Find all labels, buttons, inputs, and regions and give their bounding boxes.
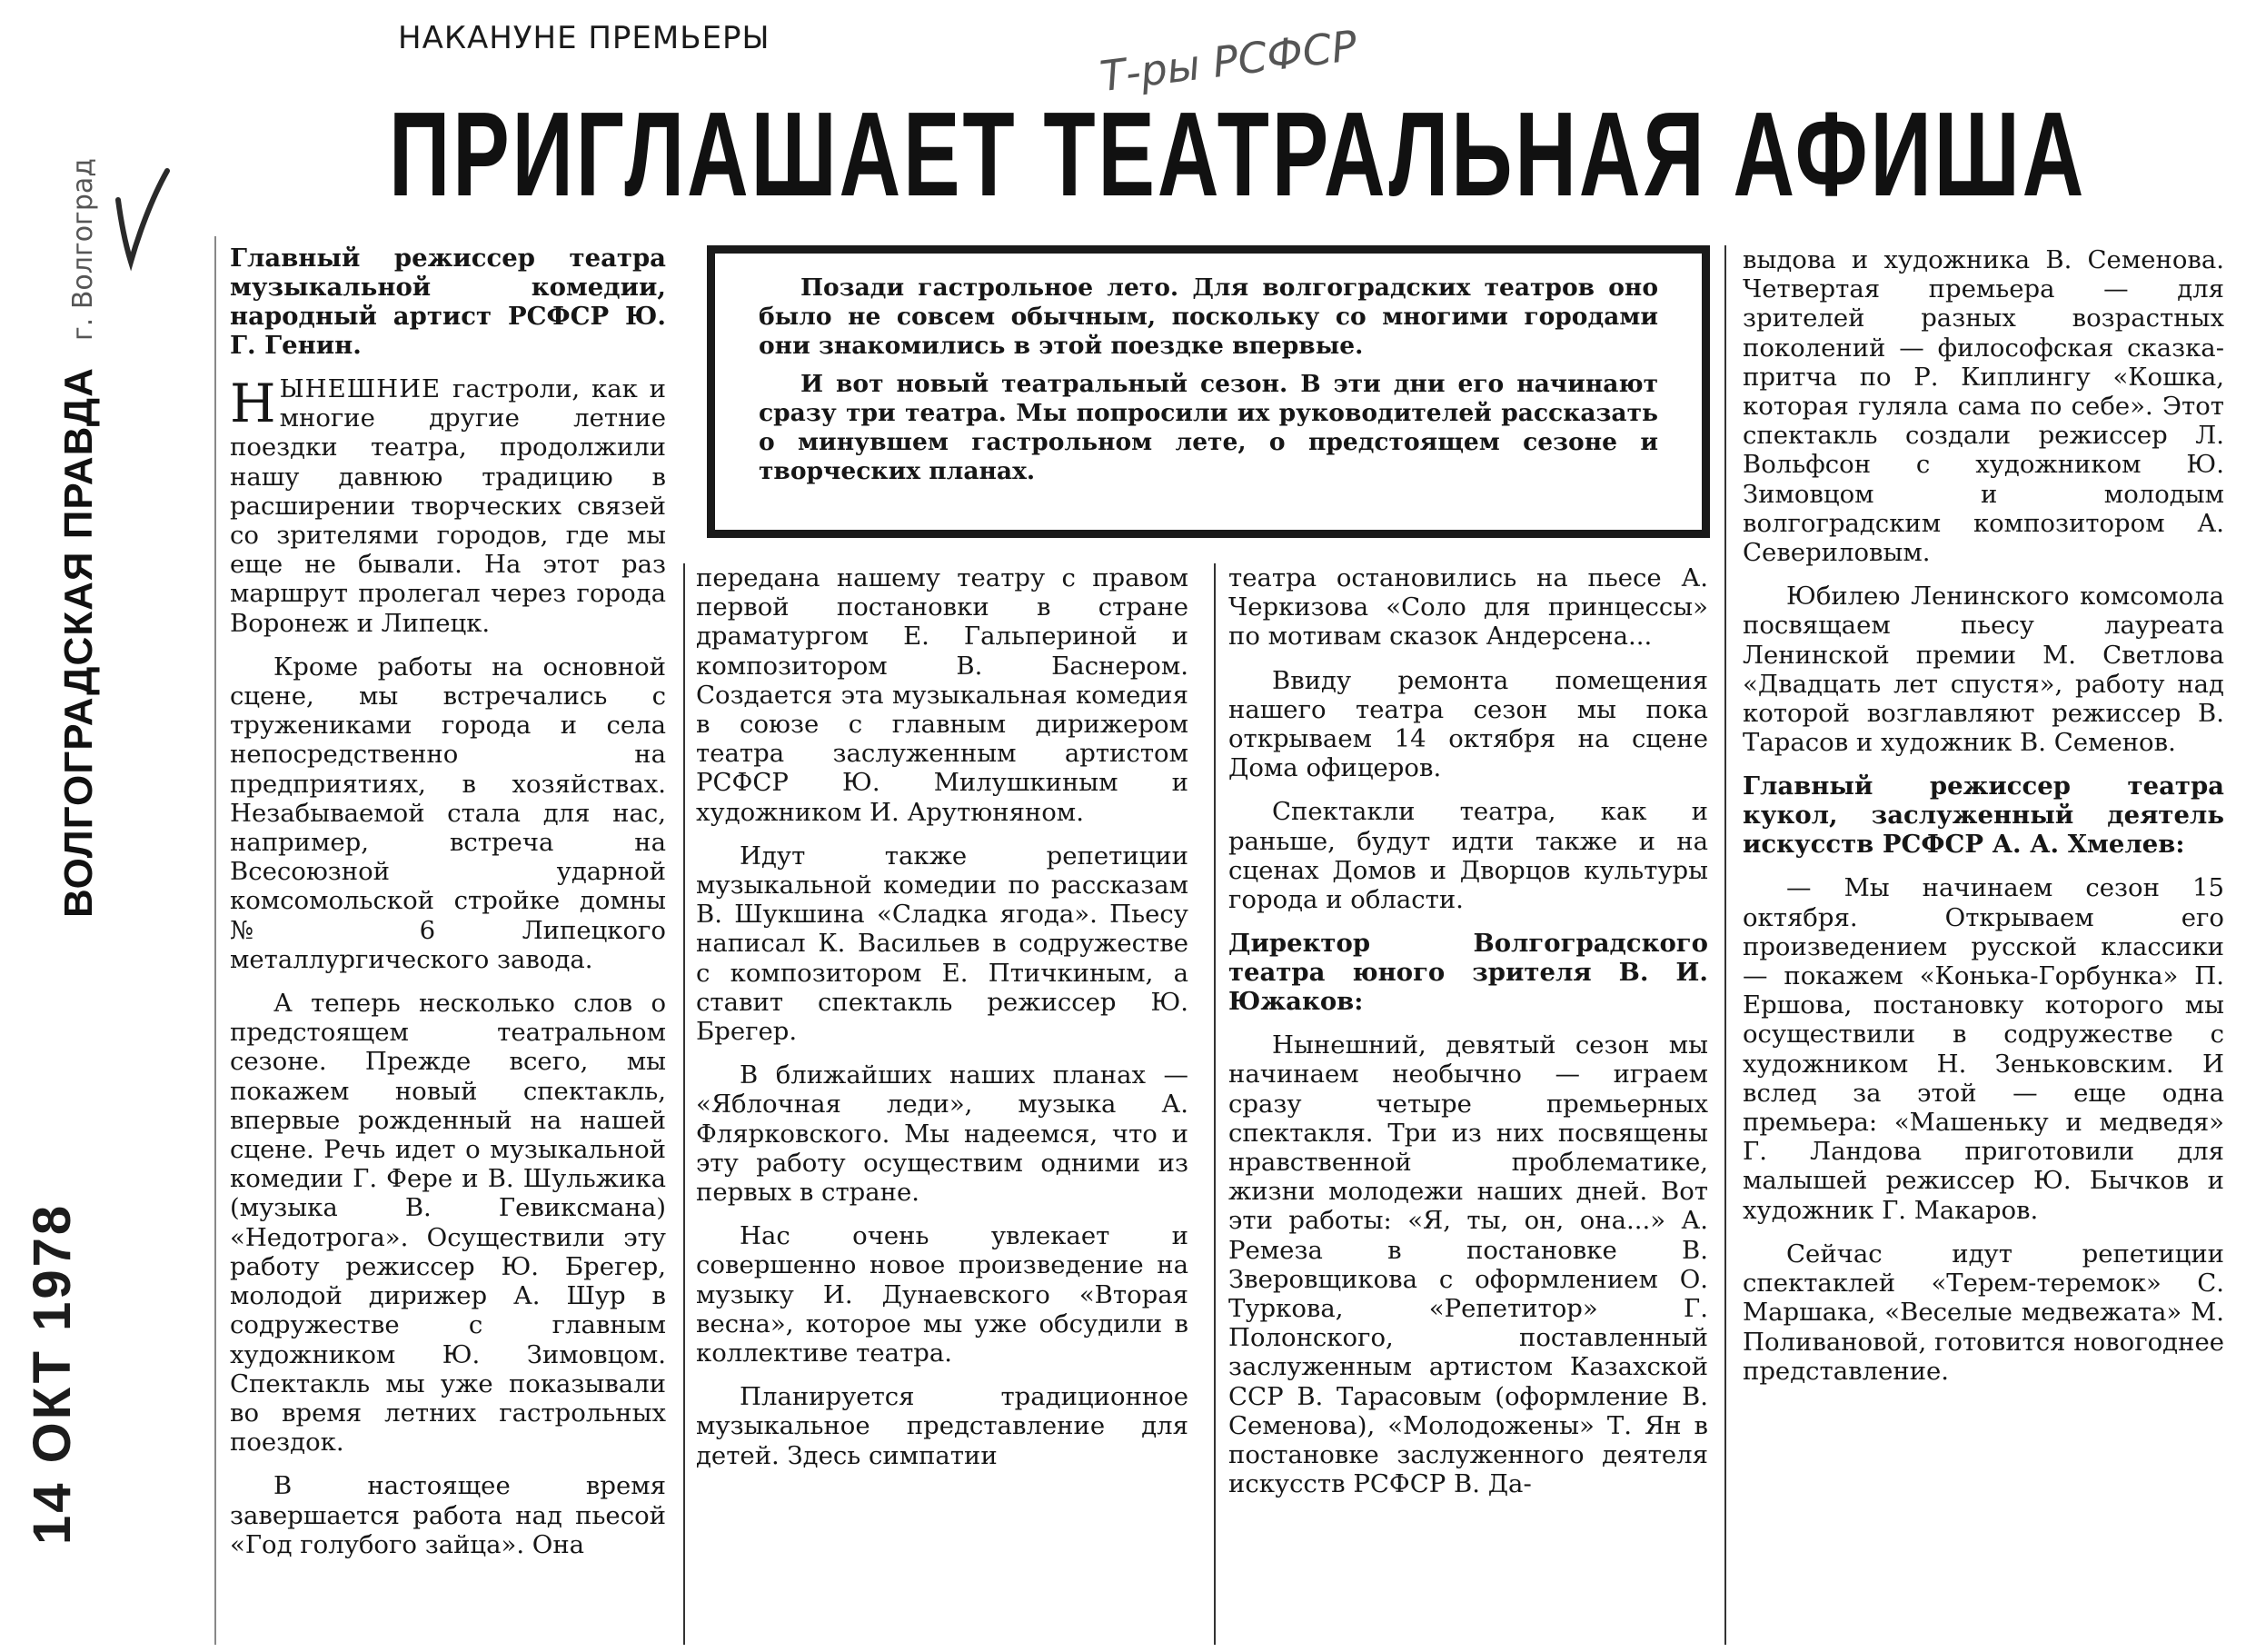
column-4	[1743, 245, 2224, 1400]
speaker-lead: Главный режиссер театра музыкальной комедии, народный артист РСФСР Ю. Г. Генин.	[230, 244, 666, 360]
body-paragraph: Нынешний, девятый сезон мы начинаем необычно — играем сразу четыре премьерных спектакля. Три из них посвящены нравственной проблематике, жизни молодежи наших дней. Вот эти работы: «Я, ты, он, она...» А. Ремеза в постановке В. Зверовщикова с оформлением О. Туркова, «Репетитор» Г. Полонского, поставленный заслуженным артистом Казахской ССР В. Тарасовым (оформление В. Семенова), «Молодожены» Т. Ян в постановке заслуженного деятеля искусств РСФСР В. Да-	[1228, 1030, 1708, 1499]
body-paragraph: Спектакли театра, как и раньше, будут идти также и на сценах Домов и Дворцов культуры города и области.	[1228, 797, 1708, 915]
lead-word: ЫНЕШНИЕ	[279, 374, 442, 403]
masthead-paper-name: ВОЛГОГРАДСКАЯ ПРАВДА	[56, 367, 101, 918]
body-paragraph: театра остановились на пьесе А. Черкизова «Соло для принцессы» по мотивам сказок Андерсена...	[1228, 563, 1708, 652]
handwritten-note: Т-ры РСФСР	[1097, 20, 1360, 102]
body-paragraph: Идут также репетиции музыкальной комедии по рассказам В. Шукшина «Сладка ягода». Пьесу написал К. Васильев в содружестве с композитором Е. Птичкиным, а ставит спектакль режиссер Ю. Брегер.	[696, 841, 1188, 1047]
speaker-lead: Директор Волгоградского театра юного зрителя В. И. Южаков:	[1228, 929, 1708, 1017]
body-paragraph: передана нашему театру с правом первой постановки в стране драматургом Е. Гальпериной и композитором В. Баснером. Создается эта музыкальная комедия в союзе с главным дирижером театра заслуженным артистом РСФСР Ю. Милушкиным и художником И. Арутюняном.	[696, 563, 1188, 827]
speaker-lead: Главный режиссер театра кукол, заслуженный деятель искусств РСФСР А. А. Хмелев:	[1743, 771, 2224, 860]
drop-cap: Н	[230, 373, 276, 434]
masthead	[56, 158, 102, 918]
intro-paragraph: И вот новый театральный сезон. В эти дни его начинают сразу три театра. Мы попросили их руководителей рассказать о минувшем гастрольном лете, о предстоящем сезоне и творческих планах.	[759, 370, 1658, 485]
column-divider	[683, 563, 685, 1645]
column-1	[230, 244, 666, 1574]
body-paragraph: — Мы начинаем сезон 15 октября. Открываем его произведением русской классики — покажем «Конька-Горбунка» П. Ершова, постановку которого мы осуществили в содружестве с художником Н. Зеньковским. И вслед за этой — еще одна премьера: «Машеньку и медведя» Г. Ландова приготовили для малышей режиссер Ю. Бычков и художник Г. Макаров.	[1743, 873, 2224, 1225]
masthead-city: г. Волгоград	[67, 158, 99, 341]
body-paragraph	[230, 374, 666, 638]
checkmark-icon	[91, 164, 173, 273]
body-paragraph: Юбилею Ленинского комсомола посвящаем пьесу лауреата Ленинской премии М. Светлова «Двадцать лет спустя», работу над которой возглавляют режиссер В. Тарасов и художник В. Семенов.	[1743, 582, 2224, 758]
column-3	[1228, 563, 1708, 1513]
kicker: НАКАНУНЕ ПРЕМЬЕРЫ	[398, 20, 770, 56]
body-paragraph: Планируется традиционное музыкальное представление для детей. Здесь симпатии	[696, 1382, 1188, 1470]
intro-box	[707, 245, 1710, 538]
body-paragraph: В ближайших наших планах — «Яблочная леди», музыка А. Флярковского. Мы надеемся, что и эту работу осуществим одними из первых в стране.	[696, 1060, 1188, 1208]
body-paragraph: А теперь несколько слов о предстоящем театральном сезоне. Прежде всего, мы покажем новый спектакль, впервые рожденный на нашей сцене. Речь идет о музыкальной комедии Г. Фере и В. Шульжика (музыка В. Гевиксмана) «Недотрога». Осуществили эту работу режиссер Ю. Брегер, молодой дирижер А. Шур в содружестве с главным художником Ю. Зимовцом. Спектакль мы уже показывали во время летних гастрольных поездок.	[230, 989, 666, 1458]
paragraph-text: гастроли, как и многие другие летние поездки театра, продолжили нашу давнюю традицию в расширении творческих связей со зрителями городов, где мы еще не бывали. На этот раз маршрут пролегал через города Воронеж и Липецк.	[230, 374, 666, 638]
body-paragraph: В настоящее время завершается работа над пьесой «Год голубого зайца». Она	[230, 1471, 666, 1559]
column-2	[696, 563, 1188, 1485]
body-paragraph: Ввиду ремонта помещения нашего театра сезон мы пока открываем 14 октября на сцене Дома офицеров.	[1228, 665, 1708, 783]
headline: ПРИГЛАШАЕТ ТЕАТРАЛЬНАЯ АФИША	[389, 87, 2087, 221]
column-divider	[214, 236, 216, 1645]
intro-paragraph: Позади гастрольное лето. Для волгоградских театров оно было не совсем обычным, поскольку со многими городами они знакомились в этой поездке впервые.	[759, 274, 1658, 360]
body-paragraph: Нас очень увлекает и совершенно новое произведение на музыку И. Дунаевского «Вторая весна», которое мы уже обсудили в коллективе театра.	[696, 1221, 1188, 1368]
body-paragraph: Сейчас идут репетиции спектаклей «Терем-теремок» С. Маршака, «Веселые медвежата» М. Поливановой, готовится новогоднее представление.	[1743, 1239, 2224, 1386]
body-paragraph: Кроме работы на основной сцене, мы встречались с тружениками города и села непосредственно на предприятиях, в хозяйствах. Незабываемой стала для нас, например, встреча на Всесоюзной ударной комсомольской стройке домны № 6 Липецкого металлургического завода.	[230, 652, 666, 974]
column-divider	[1724, 245, 1726, 1645]
date-stamp: 14 ОКТ 1978	[23, 1202, 82, 1545]
column-divider	[1214, 563, 1216, 1645]
body-paragraph: выдова и художника В. Семенова. Четвертая премьера — для зрителей разных возрастных поколений — философская сказка-притча по Р. Киплингу «Кошка, которая гуляла сама по себе». Этот спектакль создали режиссер Л. Вольфсон с художником Ю. Зимовцом и молодым волгоградским композитором А. Севериловым.	[1743, 245, 2224, 568]
